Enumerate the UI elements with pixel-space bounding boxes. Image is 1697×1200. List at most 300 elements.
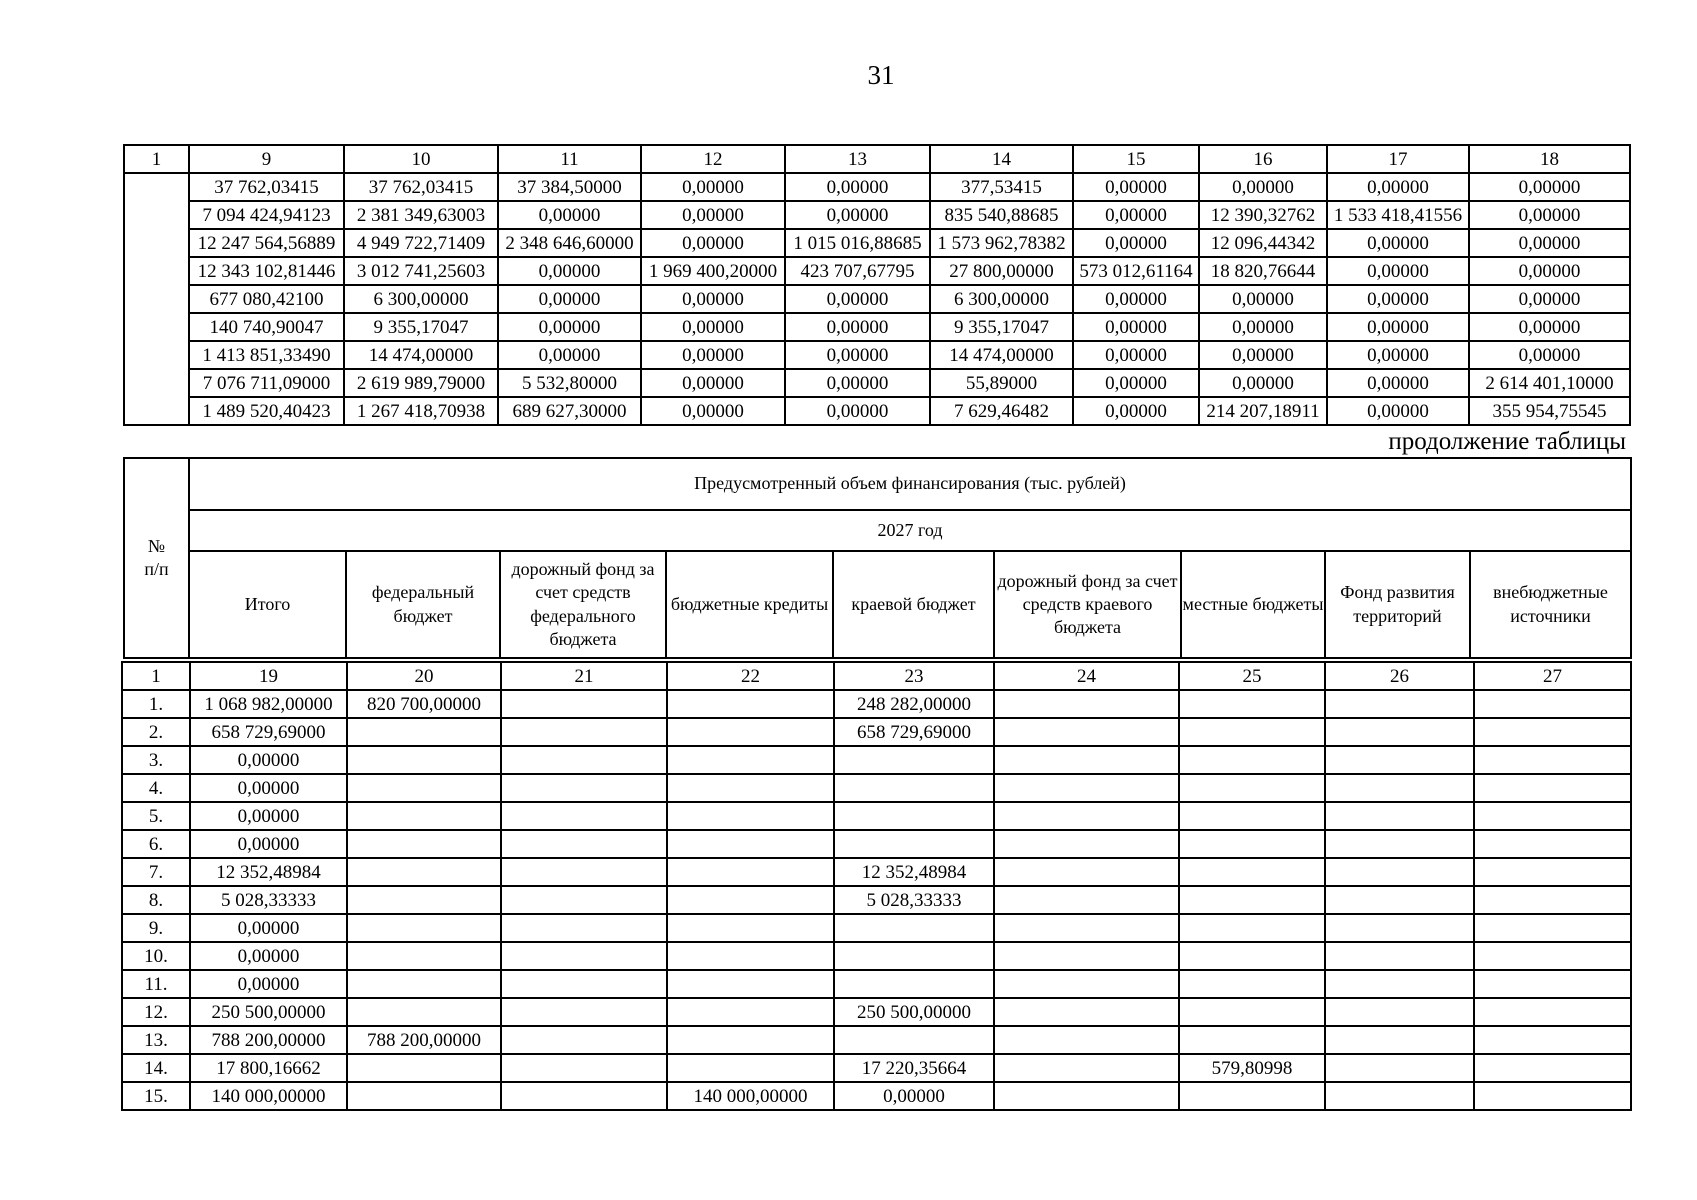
table-cell: 7 076 711,09000 <box>189 369 344 397</box>
table-row <box>124 369 1630 397</box>
table-cell: 140 740,90047 <box>189 313 344 341</box>
table-cell <box>501 1026 667 1054</box>
table-cell <box>1179 858 1325 886</box>
table-cell: 0,00000 <box>641 369 785 397</box>
table-cell <box>347 830 501 858</box>
row-number-header <box>124 458 189 658</box>
table-cell: 248 282,00000 <box>834 690 994 718</box>
continuation-label: продолжение таблицы <box>1388 428 1626 455</box>
table-cell: 7 094 424,94123 <box>189 201 344 229</box>
table-cell <box>1179 690 1325 718</box>
table-cell <box>1325 858 1474 886</box>
table-cell <box>1325 690 1474 718</box>
table-cell: 0,00000 <box>1073 397 1199 425</box>
table-cell <box>1179 942 1325 970</box>
table-cell <box>1179 1082 1325 1110</box>
table-cell <box>1474 970 1631 998</box>
table-cell: 0,00000 <box>641 397 785 425</box>
table-cell: 0,00000 <box>1199 173 1327 201</box>
table-cell: 423 707,67795 <box>785 257 930 285</box>
table-cell: 0,00000 <box>1327 285 1469 313</box>
table-cell: 0,00000 <box>641 229 785 257</box>
table-cell <box>501 914 667 942</box>
column-header: федеральный бюджет <box>346 551 500 658</box>
table-cell: 0,00000 <box>641 313 785 341</box>
top-table <box>123 144 1631 426</box>
table-cell <box>1179 970 1325 998</box>
table-cell: 0,00000 <box>190 746 347 774</box>
table-row <box>122 1054 1631 1082</box>
table-cell <box>667 1026 834 1054</box>
table-cell: 7 629,46482 <box>930 397 1073 425</box>
table-cell: 689 627,30000 <box>498 397 641 425</box>
table-cell: 0,00000 <box>498 201 641 229</box>
table-cell <box>347 774 501 802</box>
table-cell: 2 619 989,79000 <box>344 369 498 397</box>
table-cell: 0,00000 <box>1469 285 1630 313</box>
table-row <box>122 858 1631 886</box>
table-cell <box>834 746 994 774</box>
table-cell <box>667 718 834 746</box>
table-cell <box>1179 718 1325 746</box>
table-cell: 37 762,03415 <box>344 173 498 201</box>
table-cell <box>347 802 501 830</box>
table-cell: 0,00000 <box>785 341 930 369</box>
table-cell: 658 729,69000 <box>834 718 994 746</box>
table-cell: 12 390,32762 <box>1199 201 1327 229</box>
table-cell <box>1474 774 1631 802</box>
table-cell: 37 762,03415 <box>189 173 344 201</box>
table-row <box>124 397 1630 425</box>
table-cell: 788 200,00000 <box>190 1026 347 1054</box>
table-cell <box>834 942 994 970</box>
table-cell <box>834 970 994 998</box>
table-cell <box>501 830 667 858</box>
table-cell: 12 247 564,56889 <box>189 229 344 257</box>
table-cell: 9 355,17047 <box>930 313 1073 341</box>
table-cell: 0,00000 <box>190 774 347 802</box>
table-cell: 0,00000 <box>498 341 641 369</box>
table-row <box>122 942 1631 970</box>
table-cell <box>501 690 667 718</box>
funding-title: Предусмотренный объем финансирования (тыс. рублей) <box>189 458 1631 510</box>
table-cell: 0,00000 <box>1327 313 1469 341</box>
page-number: 31 <box>867 60 895 90</box>
table-cell: 12 352,48984 <box>834 858 994 886</box>
table-cell: 0,00000 <box>1199 285 1327 313</box>
header-table <box>123 457 1632 659</box>
table-cell: 0,00000 <box>785 285 930 313</box>
table-cell: 0,00000 <box>785 173 930 201</box>
table-cell: 377,53415 <box>930 173 1073 201</box>
table-cell <box>1179 774 1325 802</box>
table-cell <box>1325 998 1474 1026</box>
table-cell <box>667 690 834 718</box>
table-cell <box>667 886 834 914</box>
table-row <box>122 746 1631 774</box>
table-cell: 3 012 741,25603 <box>344 257 498 285</box>
row-number: 6. <box>122 830 190 858</box>
table-cell: 0,00000 <box>1199 369 1327 397</box>
table-cell <box>667 774 834 802</box>
table-cell: 0,00000 <box>641 341 785 369</box>
column-number: 20 <box>347 662 501 690</box>
table-cell: 12 352,48984 <box>190 858 347 886</box>
table-cell: 14 474,00000 <box>930 341 1073 369</box>
table-cell: 6 300,00000 <box>930 285 1073 313</box>
row-number: 11. <box>122 970 190 998</box>
table-cell: 0,00000 <box>1073 173 1199 201</box>
column-header: Фонд развития территорий <box>1325 551 1470 658</box>
table-cell <box>1179 746 1325 774</box>
table-cell: 0,00000 <box>1469 173 1630 201</box>
column-number: 9 <box>189 145 344 173</box>
table-cell: 0,00000 <box>190 914 347 942</box>
table-cell <box>667 746 834 774</box>
column-number: 22 <box>667 662 834 690</box>
table-cell: 140 000,00000 <box>667 1082 834 1110</box>
table-cell: 0,00000 <box>1199 341 1327 369</box>
table-cell <box>1325 1082 1474 1110</box>
table-cell <box>1179 802 1325 830</box>
table-cell: 0,00000 <box>785 313 930 341</box>
row-number: 1. <box>122 690 190 718</box>
column-header: дорожный фонд за счет средств федерального бюджета <box>500 551 666 658</box>
column-header: местные бюджеты <box>1181 551 1325 658</box>
row-number: 3. <box>122 746 190 774</box>
table-cell <box>994 802 1179 830</box>
table-cell: 658 729,69000 <box>190 718 347 746</box>
table-row <box>122 1082 1631 1110</box>
table-cell <box>834 914 994 942</box>
table-cell: 0,00000 <box>1073 369 1199 397</box>
table-cell <box>834 802 994 830</box>
table-cell <box>834 1026 994 1054</box>
table-cell <box>667 858 834 886</box>
table-cell <box>1325 746 1474 774</box>
column-header: бюджетные кредиты <box>666 551 833 658</box>
table-cell: 0,00000 <box>641 173 785 201</box>
table-cell <box>1179 914 1325 942</box>
table-cell: 9 355,17047 <box>344 313 498 341</box>
table-cell: 0,00000 <box>1469 313 1630 341</box>
table-cell: 0,00000 <box>1199 313 1327 341</box>
table-cell: 0,00000 <box>1073 201 1199 229</box>
table-cell: 250 500,00000 <box>190 998 347 1026</box>
column-number: 12 <box>641 145 785 173</box>
table-cell: 0,00000 <box>190 970 347 998</box>
table-cell <box>347 886 501 914</box>
table-cell <box>1179 1026 1325 1054</box>
table-cell: 4 949 722,71409 <box>344 229 498 257</box>
table-cell <box>501 718 667 746</box>
table-cell <box>994 914 1179 942</box>
table-cell: 12 096,44342 <box>1199 229 1327 257</box>
table-cell: 17 800,16662 <box>190 1054 347 1082</box>
table-cell: 6 300,00000 <box>344 285 498 313</box>
table-cell: 0,00000 <box>785 369 930 397</box>
row-number: 10. <box>122 942 190 970</box>
table-cell <box>1474 1054 1631 1082</box>
table-cell <box>994 1026 1179 1054</box>
table-cell: 5 028,33333 <box>834 886 994 914</box>
row-number: 12. <box>122 998 190 1026</box>
column-header: краевой бюджет <box>833 551 994 658</box>
table-cell: 0,00000 <box>1327 257 1469 285</box>
table-cell: 55,89000 <box>930 369 1073 397</box>
table-row <box>124 173 1630 201</box>
table-cell: 0,00000 <box>1327 341 1469 369</box>
table-cell: 1 267 418,70938 <box>344 397 498 425</box>
table-cell <box>347 942 501 970</box>
table-cell: 0,00000 <box>1469 257 1630 285</box>
table-cell: 0,00000 <box>190 802 347 830</box>
table-cell <box>834 830 994 858</box>
table-cell <box>501 1054 667 1082</box>
table-row <box>124 341 1630 369</box>
table-row <box>122 774 1631 802</box>
column-number: 16 <box>1199 145 1327 173</box>
table-cell <box>994 858 1179 886</box>
table-row <box>124 313 1630 341</box>
table-row <box>124 201 1630 229</box>
table-cell: 0,00000 <box>1327 173 1469 201</box>
table-cell: 0,00000 <box>641 285 785 313</box>
row-number: 14. <box>122 1054 190 1082</box>
table-row <box>124 257 1630 285</box>
table-cell: 27 800,00000 <box>930 257 1073 285</box>
table-cell: 0,00000 <box>785 201 930 229</box>
column-number: 26 <box>1325 662 1474 690</box>
column-number: 27 <box>1474 662 1631 690</box>
table-cell <box>994 774 1179 802</box>
row-number: 7. <box>122 858 190 886</box>
table-cell: 835 540,88685 <box>930 201 1073 229</box>
table-cell <box>501 802 667 830</box>
year-label: 2027 год <box>189 510 1631 551</box>
table-cell <box>994 942 1179 970</box>
table-cell <box>667 970 834 998</box>
header-row <box>124 145 1630 173</box>
column-number: 1 <box>124 145 189 173</box>
table-cell <box>347 970 501 998</box>
table-cell <box>1325 1054 1474 1082</box>
table-cell <box>347 1054 501 1082</box>
table-cell: 0,00000 <box>1469 201 1630 229</box>
table-cell <box>1325 886 1474 914</box>
column-header: Итого <box>189 551 346 658</box>
table-cell <box>501 1082 667 1110</box>
table-cell: 1 489 520,40423 <box>189 397 344 425</box>
table-cell <box>1179 998 1325 1026</box>
table-row <box>122 998 1631 1026</box>
row-number: 9. <box>122 914 190 942</box>
column-number: 15 <box>1073 145 1199 173</box>
table-cell <box>1325 942 1474 970</box>
table-cell: 0,00000 <box>190 830 347 858</box>
table-cell <box>667 914 834 942</box>
table-cell <box>1179 830 1325 858</box>
table-cell <box>994 690 1179 718</box>
table-cell <box>1325 1026 1474 1054</box>
table-cell <box>501 970 667 998</box>
column-number: 10 <box>344 145 498 173</box>
table-cell <box>501 998 667 1026</box>
table-cell: 2 348 646,60000 <box>498 229 641 257</box>
table-cell <box>994 886 1179 914</box>
table-cell: 0,00000 <box>785 397 930 425</box>
table-cell <box>501 746 667 774</box>
table-cell <box>1474 942 1631 970</box>
table-cell: 5 028,33333 <box>190 886 347 914</box>
table-cell <box>1325 774 1474 802</box>
table-cell: 0,00000 <box>1073 341 1199 369</box>
table-cell <box>347 858 501 886</box>
table-cell <box>1474 830 1631 858</box>
table-cell: 0,00000 <box>1073 285 1199 313</box>
table-cell <box>994 1054 1179 1082</box>
table-cell: 1 015 016,88685 <box>785 229 930 257</box>
table-cell: 0,00000 <box>1073 229 1199 257</box>
table-cell <box>347 718 501 746</box>
table-cell <box>667 830 834 858</box>
table-cell <box>1474 858 1631 886</box>
column-number: 11 <box>498 145 641 173</box>
table-cell: 1 533 418,41556 <box>1327 201 1469 229</box>
table-cell <box>1325 914 1474 942</box>
table-cell <box>1474 690 1631 718</box>
table-cell <box>347 914 501 942</box>
table-cell: 250 500,00000 <box>834 998 994 1026</box>
column-number: 17 <box>1327 145 1469 173</box>
table-row <box>122 914 1631 942</box>
table-cell: 0,00000 <box>1469 341 1630 369</box>
table-row <box>122 970 1631 998</box>
table-cell <box>667 942 834 970</box>
column-header: внебюджетные источники <box>1470 551 1631 658</box>
table-cell: 579,80998 <box>1179 1054 1325 1082</box>
table-row <box>122 830 1631 858</box>
table-cell: 37 384,50000 <box>498 173 641 201</box>
table-cell <box>994 718 1179 746</box>
table-cell: 5 532,80000 <box>498 369 641 397</box>
table-cell: 140 000,00000 <box>190 1082 347 1110</box>
table-row <box>122 718 1631 746</box>
table-cell: 18 820,76644 <box>1199 257 1327 285</box>
table-cell <box>1474 802 1631 830</box>
column-number: 25 <box>1179 662 1325 690</box>
table-cell <box>1325 802 1474 830</box>
table-cell <box>834 774 994 802</box>
row-number: 15. <box>122 1082 190 1110</box>
bottom-table <box>121 661 1632 1111</box>
table-cell <box>1474 746 1631 774</box>
table-cell: 0,00000 <box>1327 397 1469 425</box>
table-row <box>122 690 1631 718</box>
table-cell: 1 969 400,20000 <box>641 257 785 285</box>
table-cell: 820 700,00000 <box>347 690 501 718</box>
table-cell: 214 207,18911 <box>1199 397 1327 425</box>
table-cell <box>1474 1082 1631 1110</box>
table-cell: 1 068 982,00000 <box>190 690 347 718</box>
table-cell <box>1474 998 1631 1026</box>
row-number: 5. <box>122 802 190 830</box>
table-cell: 0,00000 <box>1469 229 1630 257</box>
table-cell: 0,00000 <box>498 257 641 285</box>
column-number: 24 <box>994 662 1179 690</box>
table-cell <box>1474 1026 1631 1054</box>
row-number: 2. <box>122 718 190 746</box>
table-cell: 2 381 349,63003 <box>344 201 498 229</box>
row-number: 4. <box>122 774 190 802</box>
table-cell: 0,00000 <box>641 201 785 229</box>
table-cell: 0,00000 <box>1073 313 1199 341</box>
table-cell <box>501 774 667 802</box>
table-cell: 355 954,75545 <box>1469 397 1630 425</box>
table-cell: 0,00000 <box>498 313 641 341</box>
column-number: 21 <box>501 662 667 690</box>
row-number: 8. <box>122 886 190 914</box>
table-cell: 17 220,35664 <box>834 1054 994 1082</box>
table-cell: 0,00000 <box>1327 369 1469 397</box>
header-row <box>122 662 1631 690</box>
table-cell: 0,00000 <box>190 942 347 970</box>
table-cell: 1 413 851,33490 <box>189 341 344 369</box>
table-cell: 0,00000 <box>498 285 641 313</box>
table-cell: 12 343 102,81446 <box>189 257 344 285</box>
table-cell: 1 573 962,78382 <box>930 229 1073 257</box>
table-cell <box>1474 914 1631 942</box>
table-row <box>122 886 1631 914</box>
table-cell <box>1474 718 1631 746</box>
column-number: 19 <box>190 662 347 690</box>
table-cell <box>667 998 834 1026</box>
table-cell <box>1325 970 1474 998</box>
table-cell <box>994 830 1179 858</box>
table-row <box>124 229 1630 257</box>
table-cell: 2 614 401,10000 <box>1469 369 1630 397</box>
column-number: 14 <box>930 145 1073 173</box>
table-cell <box>1179 886 1325 914</box>
table-cell <box>994 970 1179 998</box>
table-cell <box>1474 886 1631 914</box>
table-cell: 0,00000 <box>834 1082 994 1110</box>
table-cell <box>667 802 834 830</box>
table-cell: 788 200,00000 <box>347 1026 501 1054</box>
column-number: 18 <box>1469 145 1630 173</box>
table-row <box>122 802 1631 830</box>
table-cell <box>347 1082 501 1110</box>
table-row <box>122 1026 1631 1054</box>
table-cell <box>994 1082 1179 1110</box>
table-cell <box>667 1054 834 1082</box>
table-cell: 573 012,61164 <box>1073 257 1199 285</box>
table-cell <box>347 998 501 1026</box>
table-cell: 14 474,00000 <box>344 341 498 369</box>
row-number-label: № п/п <box>144 535 169 579</box>
column-number: 23 <box>834 662 994 690</box>
table-cell <box>501 886 667 914</box>
table-cell <box>994 746 1179 774</box>
table-cell <box>994 998 1179 1026</box>
table-cell: 677 080,42100 <box>189 285 344 313</box>
table-row <box>124 285 1630 313</box>
table-cell <box>1325 718 1474 746</box>
row-number: 13. <box>122 1026 190 1054</box>
row-number-cell <box>124 173 189 425</box>
column-number: 1 <box>122 662 190 690</box>
table-cell <box>501 858 667 886</box>
